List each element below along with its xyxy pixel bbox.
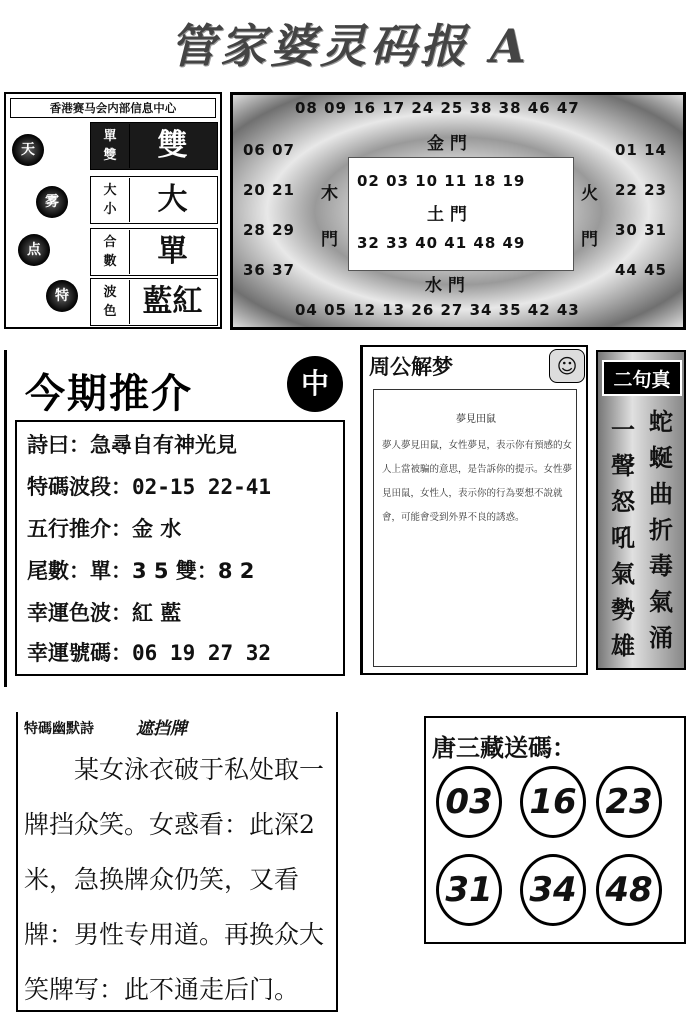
duke-zhou-icon: ☺ (549, 349, 585, 383)
panel-header: 香港赛马会内部信息中心 (10, 98, 216, 118)
phrase-left: 一聲怒吼氣勢雄 (611, 416, 635, 660)
rec-line: 幸運色波：紅 藍 (27, 601, 182, 625)
dream-text-box (373, 389, 577, 667)
number-ball: 16 (520, 766, 586, 838)
row-label: 波 色 (103, 285, 117, 319)
gold-gate-label: 金 門 (427, 134, 467, 154)
rec-line: 詩曰：急尋自有神光見 (27, 433, 237, 457)
two-phrase-panel (596, 350, 686, 670)
top-numbers: 08 09 16 17 24 25 38 38 46 47 (295, 99, 580, 117)
bubble-icon: 雾 (36, 186, 68, 218)
dream-heading: 夢見田鼠 (456, 414, 496, 425)
earth-gate-label: 土 門 (427, 205, 467, 225)
recommendation-box (15, 420, 345, 676)
recommendation-panel (4, 350, 348, 687)
bubble-icon: 点 (18, 234, 50, 266)
odd-even-row (90, 122, 218, 170)
poem-text: 某女泳衣破于私处取一牌挡众笑。女惑看：此深2米，急换牌众仍笑，又看牌：男性专用道。再换众大笑牌写：此不通走后门。 (24, 755, 325, 1004)
left-numbers-3: 28 29 (243, 221, 295, 239)
center-bottom-numbers: 32 33 40 41 48 49 (357, 234, 526, 252)
left-numbers-2: 20 21 (243, 181, 295, 199)
fire-gate-label: 門 (581, 230, 598, 250)
row-label: 合 數 (103, 235, 117, 269)
section-title: 二句真 (602, 360, 682, 396)
rec-line: 五行推介：金 水 (27, 517, 182, 541)
rec-line: 尾數：單：3 5 雙：8 2 (27, 559, 255, 583)
right-numbers-2: 22 23 (615, 181, 667, 199)
number-ball: 34 (520, 854, 586, 926)
logo-icon: 中 (287, 356, 343, 412)
row-value: 單 (129, 230, 215, 274)
rec-line: 特碼波段：02-15 22-41 (27, 475, 272, 499)
wood-gate-label: 門 (321, 230, 338, 250)
row-label: 大 小 (103, 183, 117, 217)
phrase-right: 蛇蜒曲折毒氣涌 (649, 408, 673, 652)
big-small-row (90, 176, 218, 224)
poem-label: 特碼幽默詩 (24, 721, 94, 737)
poem-title: 遮挡牌 (136, 719, 187, 739)
number-ball: 31 (436, 854, 502, 926)
right-numbers-3: 30 31 (615, 221, 667, 239)
earth-gate-box (348, 157, 574, 271)
right-numbers-4: 44 45 (615, 261, 667, 279)
five-gates-panel (230, 92, 686, 330)
page-title: 管家婆灵码报 A (170, 19, 530, 73)
section-title: 今期推介 (25, 370, 193, 417)
color-row (90, 278, 218, 326)
rec-line: 幸運號碼：06 19 27 32 (27, 641, 272, 665)
dream-interpretation-panel (360, 345, 588, 675)
section-title: 周公解梦 (369, 355, 453, 379)
hkjc-info-panel (4, 92, 222, 329)
row-value: 大 (129, 178, 215, 222)
tang-sanzang-panel (424, 716, 686, 944)
dream-body: 夢人夢見田鼠，女性夢見，表示你有預感的女人上當被騙的意思，是告訴你的提示。女性夢見田鼠，女性人，表示你的行為要想不說就會，可能會受到外界不良的誘惑。 (382, 440, 573, 523)
row-label: 單 雙 (103, 129, 117, 163)
section-title: 唐三藏送碼： (432, 734, 576, 762)
wood-label: 木 (321, 184, 338, 204)
bubble-icon: 特 (46, 280, 78, 312)
bubble-icon: 天 (12, 134, 44, 166)
water-gate-label: 水 門 (425, 276, 465, 296)
row-value: 藍紅 (129, 280, 215, 324)
number-ball: 48 (596, 854, 662, 926)
number-ball: 23 (596, 766, 662, 838)
row-value: 雙 (129, 124, 215, 168)
number-ball: 03 (436, 766, 502, 838)
fire-label: 火 (581, 184, 598, 204)
bottom-numbers: 04 05 12 13 26 27 34 35 42 43 (295, 301, 580, 319)
center-top-numbers: 02 03 10 11 18 19 (357, 172, 526, 190)
right-numbers-1: 01 14 (615, 141, 667, 159)
left-numbers-1: 06 07 (243, 141, 295, 159)
left-numbers-4: 36 37 (243, 261, 295, 279)
humor-poem-panel (16, 712, 338, 1012)
sum-row (90, 228, 218, 276)
